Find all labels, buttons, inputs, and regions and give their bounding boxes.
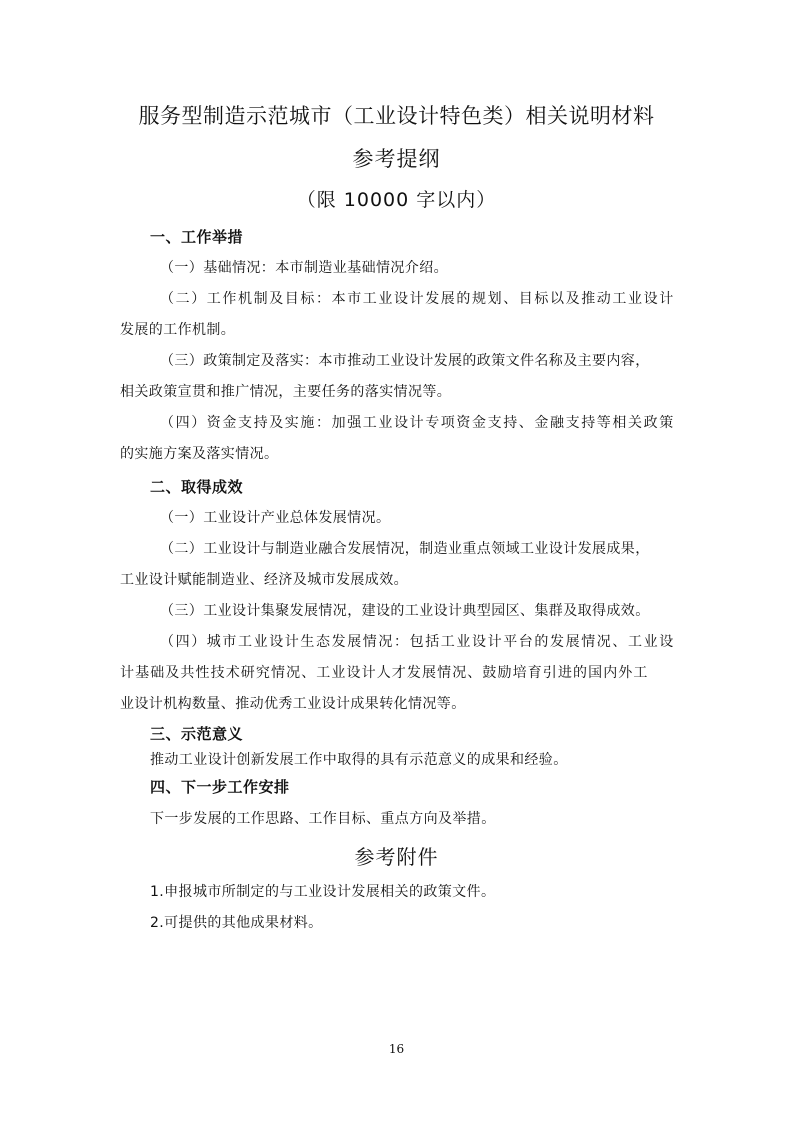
paragraph-line: 的实施方案及落实情况。 [120,446,279,462]
paragraph-line: 相关政策宣贯和推广情况，主要任务的落实情况等。 [120,384,452,400]
paragraph-line: （三）工业设计集聚发展情况，建设的工业设计典型园区、集群及取得成效。 [160,603,650,619]
paragraph-line: 业设计机构数量、推动优秀工业设计成果转化情况等。 [120,696,466,712]
paragraph-line: 发展的工作机制。 [120,322,236,338]
paragraph-line: 下一步发展的工作思路、工作目标、重点方向及举措。 [150,811,496,827]
document-subtitle: 参考提纲 [352,147,441,171]
paragraph-line: （一）工业设计产业总体发展情况。 [160,510,391,526]
paragraph-line: 工业设计赋能制造业、经济及城市发展成效。 [120,572,408,588]
paragraph-line: （四）城市工业设计生态发展情况：包括工业设计平台的发展情况、工业设 [160,634,675,650]
section-heading: 一、工作举措 [150,228,244,246]
attachment-item: 1.申报城市所制定的与工业设计发展相关的政策文件。 [150,884,496,900]
attachment-item: 2.可提供的其他成果材料。 [150,915,323,931]
section-heading: 三、示范意义 [150,725,244,743]
section-heading: 四、下一步工作安排 [150,778,290,796]
paragraph-line: （三）政策制定及落实：本市推动工业设计发展的政策文件名称及主要内容， [160,353,650,369]
attachments-heading: 参考附件 [354,845,439,869]
paragraph-line: （二）工作机制及目标：本市工业设计发展的规划、目标以及推动工业设计 [160,291,675,307]
paragraph-line: 推动工业设计创新发展工作中取得的具有示范意义的成果和经验。 [150,752,568,768]
paragraph-line: （四）资金支持及实施：加强工业设计专项资金支持、金融支持等相关政策 [160,415,675,431]
paragraph-line: （二）工业设计与制造业融合发展情况，制造业重点领域工业设计发展成果， [160,541,650,557]
word-limit-note: （限 10000 字以内） [296,189,497,211]
page-number: 16 [388,1042,405,1056]
paragraph-line: 计基础及共性技术研究情况、工业设计人才发展情况、鼓励培育引进的国内外工 [120,665,649,681]
document-title: 服务型制造示范城市（工业设计特色类）相关说明材料 [138,104,655,128]
section-heading: 二、取得成效 [150,478,244,496]
paragraph-line: （一）基础情况：本市制造业基础情况介绍。 [160,260,448,276]
